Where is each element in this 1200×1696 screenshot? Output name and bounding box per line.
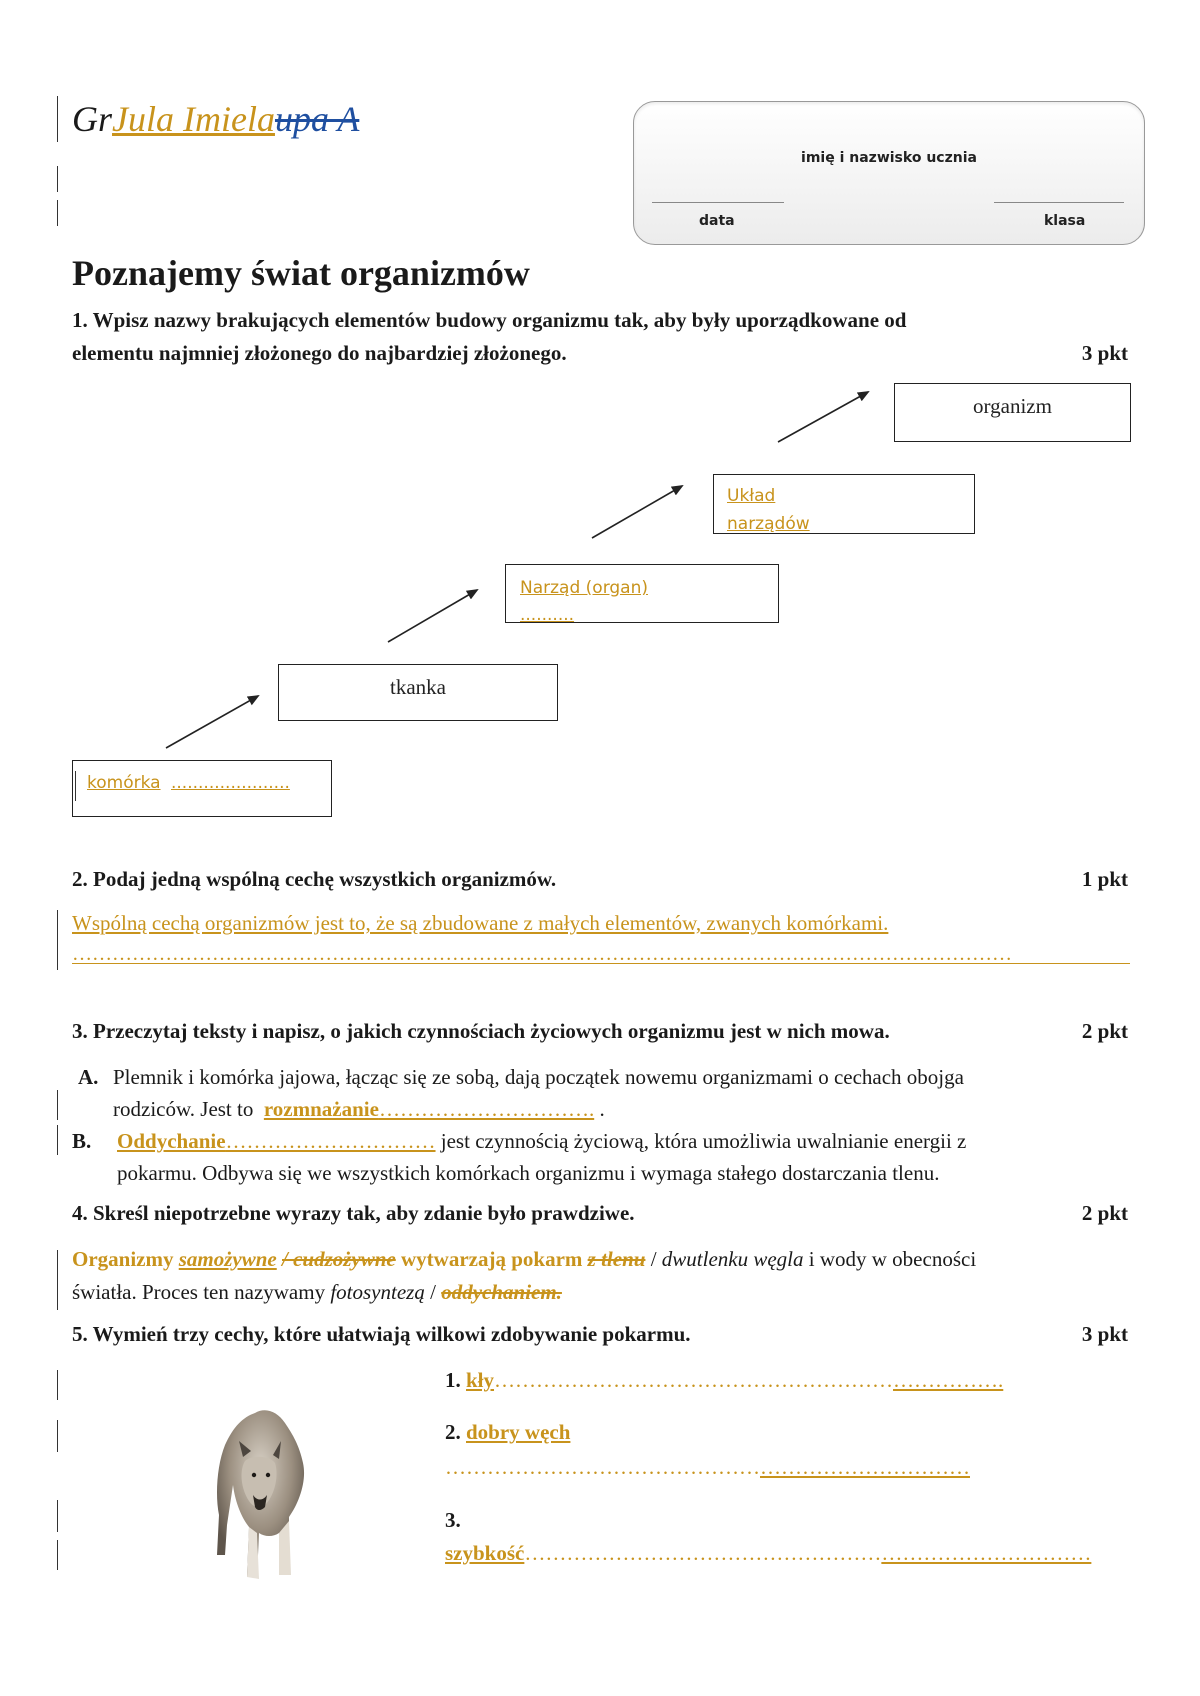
box-organ[interactable] (505, 564, 779, 623)
q5-item2-line2[interactable] (445, 1455, 970, 1480)
box-system-line1: Układ (727, 486, 776, 506)
q5-item2-answer[interactable]: dobry węch (466, 1420, 571, 1444)
q1-points: 3 pkt (1081, 341, 1128, 365)
q3-b-line1 (117, 1129, 966, 1154)
q5-item2-num: 2. (445, 1420, 461, 1444)
box-cell-label: komórka (87, 773, 161, 793)
q3-a-answer[interactable]: rozmnażanie (263, 1097, 379, 1121)
box-cell[interactable] (72, 760, 332, 817)
q3-b-answer[interactable]: Oddychanie (117, 1129, 226, 1153)
q5-item2[interactable] (445, 1420, 570, 1445)
q3-a-end: . (599, 1097, 605, 1121)
name-label: imię i nazwisko ucznia (801, 150, 977, 166)
q5-item3-tail: ………………………… (881, 1541, 1092, 1565)
q5-item3-num: 3. (445, 1508, 461, 1532)
q1-text-line1: 1. Wpisz nazwy brakujących elementów budowy organizmu tak, aby były uporządkowane od (72, 308, 907, 332)
q4-word-heterotrophic[interactable]: / cudzożywne (282, 1247, 396, 1271)
q5-item1-answer[interactable]: kły (466, 1368, 495, 1392)
q4-word-respiration[interactable]: oddychaniem. (441, 1280, 562, 1304)
q4-slash: / (650, 1247, 657, 1271)
box-tissue[interactable] (278, 664, 558, 721)
box-tissue-label: tkanka (390, 675, 446, 699)
q5-item1[interactable] (445, 1368, 1003, 1393)
q3-a-dots: …………………………. (378, 1097, 595, 1121)
text-cursor (75, 771, 76, 801)
q5-item3[interactable] (445, 1541, 1091, 1566)
q3-a-line1: Plemnik i komórka jajowa, łącząc się ze sobą, dają początek nowemu organizmami o cechach obojga (113, 1065, 964, 1089)
box-organ-system[interactable] (713, 474, 975, 534)
q5-item3-dots: …………………………………………… (524, 1541, 882, 1565)
arrow-organ-to-system (592, 486, 682, 538)
q4-slash2: / (430, 1280, 436, 1304)
arrow-system-to-organism (778, 392, 868, 442)
q2-dotted-line[interactable]: …………………………………………………………………………………………………………………………… (72, 945, 1130, 964)
q2-answer-text: Wspólną cechą organizmów jest to, że są zbudowane z małych elementów, zwanych komórkami. (72, 911, 889, 935)
page-title: Poznajemy świat organizmów (72, 253, 530, 293)
q3-a-prefix: rodziców. Jest to (113, 1097, 254, 1121)
box-system-line2: narządów (727, 514, 810, 534)
q4-line2-prefix: światła. Proces ten nazywamy (72, 1280, 326, 1304)
q4-sentence-line2[interactable] (72, 1280, 562, 1305)
class-label: klasa (1044, 213, 1086, 229)
q5-item1-num: 1. (445, 1368, 461, 1392)
date-label: data (699, 213, 735, 229)
q4-points: 2 pkt (1081, 1201, 1128, 1225)
q4-word-oxygen[interactable]: z tlenu (587, 1247, 646, 1271)
q4-word-autotrophic[interactable]: samożywne (178, 1247, 277, 1271)
q5-text: 5. Wymień trzy cechy, które ułatwiają wilkowi zdobywanie pokarmu. (72, 1322, 691, 1346)
box-organism-label: organizm (973, 394, 1052, 418)
box-organ-label: Narząd (organ) (520, 578, 648, 598)
q4-word-co2[interactable]: dwutlenku węgla (661, 1247, 804, 1271)
q3-text: 3. Przeczytaj teksty i napisz, o jakich czynnościach życiowych organizmu jest w nich mowa. (72, 1019, 890, 1043)
q4-word-photosynthesis[interactable]: fotosyntezą (330, 1280, 425, 1304)
q3-b-line2: pokarmu. Odbywa się we wszystkich komórkach organizmu i wymaga stałego dostarczania tlenu. (117, 1161, 940, 1185)
q3-a-label: A. (78, 1065, 99, 1089)
q5-item1-dots: ………………………………………………… (494, 1368, 894, 1392)
q4-word-organisms: Organizmy (72, 1247, 174, 1271)
q3-b-label: B. (72, 1129, 92, 1153)
arrow-tissue-to-organ (388, 590, 477, 642)
q5-points: 3 pkt (1081, 1322, 1128, 1346)
wolf-image (195, 1405, 325, 1585)
q5-item2-tail: ………………………… (760, 1455, 970, 1479)
q2-points: 1 pkt (1081, 867, 1128, 891)
q4-sentence-line1[interactable] (72, 1247, 976, 1272)
box-organism[interactable] (894, 383, 1131, 442)
q3-b-dots: ………………………… (225, 1129, 436, 1153)
q5-item3-answer[interactable]: szybkość (445, 1541, 525, 1565)
q4-word-water: i wody w obecności (808, 1247, 977, 1271)
arrow-cell-to-tissue (166, 696, 258, 748)
q5-item2-dots: ……………………………………… (445, 1455, 760, 1479)
q2-text: 2. Podaj jedną wspólną cechę wszystkich organizmów. (72, 867, 557, 891)
q5-item1-tail: ……………. (893, 1368, 1004, 1392)
q3-points: 2 pkt (1081, 1019, 1128, 1043)
q3-b-rest: jest czynnością życiową, która umożliwia uwalnianie energii z (440, 1129, 967, 1153)
q2-answer[interactable] (72, 911, 888, 936)
q4-word-produce: wytwarzają pokarm (401, 1247, 583, 1271)
q4-text: 4. Skreśl niepotrzebne wyrazy tak, aby zdanie było prawdziwe. (72, 1201, 635, 1225)
box-organ-cut: .......... (520, 605, 575, 623)
q1-text-line2: elementu najmniej złożonego do najbardziej złożonego. (72, 341, 567, 365)
q3-a-line2 (113, 1097, 605, 1122)
box-cell-dots: ...................... (171, 773, 290, 793)
student-name: Jula Imiela (112, 99, 275, 139)
group-prefix: Gr (72, 99, 113, 139)
struck-group-text: upa A (274, 99, 360, 139)
